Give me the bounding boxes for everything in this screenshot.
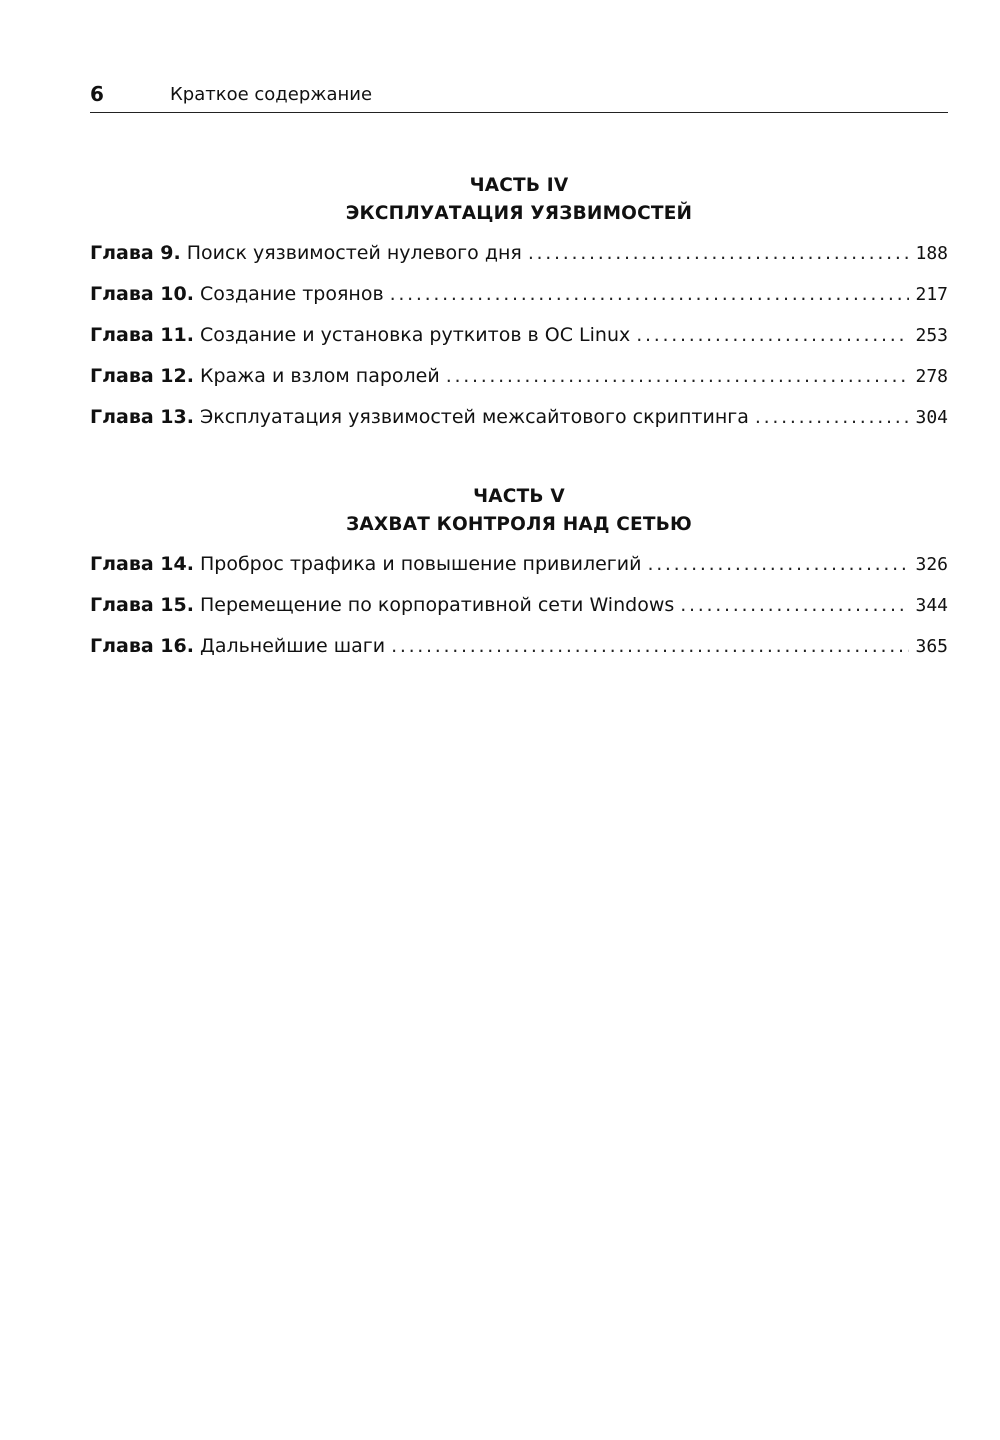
chapter-prefix: Глава 9. <box>90 242 181 264</box>
chapter-title: Дальнейшие шаги <box>199 635 386 657</box>
dot-leader <box>636 324 909 346</box>
dot-leader <box>755 406 910 428</box>
chapter-title: Поиск уязвимостей нулевого дня <box>186 242 522 264</box>
chapter-title: Создание троянов <box>199 283 384 305</box>
chapter-prefix: Глава 12. <box>90 365 194 387</box>
dot-leader <box>647 553 909 575</box>
dot-leader <box>528 242 910 264</box>
toc-entry[interactable] <box>90 324 948 365</box>
toc-entry[interactable] <box>90 242 948 283</box>
page-ref: 217 <box>915 284 948 305</box>
chapter-title: Перемещение по корпоративной сети Windows <box>199 594 675 616</box>
part-label: ЧАСТЬ IV <box>469 175 569 196</box>
page-number: 6 <box>90 82 104 106</box>
page-ref: 326 <box>915 554 948 575</box>
toc-list-part-iv <box>90 242 948 447</box>
toc-list-part-v <box>90 553 948 676</box>
page-ref: 304 <box>915 407 948 428</box>
page-ref: 278 <box>915 366 948 387</box>
part-heading-v <box>90 483 948 539</box>
chapter-prefix: Глава 11. <box>90 324 194 346</box>
part-title: ЗАХВАТ КОНТРОЛЯ НАД СЕТЬЮ <box>346 514 692 535</box>
toc-entry[interactable] <box>90 635 948 676</box>
part-title: ЭКСПЛУАТАЦИЯ УЯЗВИМОСТЕЙ <box>345 203 693 224</box>
running-header <box>90 78 948 113</box>
toc-entry[interactable] <box>90 553 948 594</box>
page-ref: 253 <box>915 325 948 346</box>
chapter-prefix: Глава 10. <box>90 283 194 305</box>
chapter-prefix: Глава 16. <box>90 635 194 657</box>
chapter-title: Кража и взлом паролей <box>199 365 440 387</box>
page-ref: 188 <box>915 243 948 264</box>
part-label: ЧАСТЬ V <box>473 486 565 507</box>
toc-entry[interactable] <box>90 283 948 324</box>
dot-leader <box>390 283 910 305</box>
dot-leader <box>680 594 909 616</box>
page-ref: 365 <box>915 636 948 657</box>
running-title: Краткое содержание <box>170 84 373 105</box>
chapter-prefix: Глава 14. <box>90 553 194 575</box>
chapter-prefix: Глава 13. <box>90 406 194 428</box>
dot-leader <box>446 365 910 387</box>
chapter-title: Создание и установка руткитов в ОС Linux <box>199 324 631 346</box>
toc-entry[interactable] <box>90 406 948 447</box>
chapter-title: Проброс трафика и повышение привилегий <box>199 553 642 575</box>
toc-entry[interactable] <box>90 365 948 406</box>
dot-leader <box>391 635 909 657</box>
part-heading-iv <box>90 172 948 228</box>
chapter-title: Эксплуатация уязвимостей межсайтового скриптинга <box>199 406 749 428</box>
chapter-prefix: Глава 15. <box>90 594 194 616</box>
toc-entry[interactable] <box>90 594 948 635</box>
page-ref: 344 <box>915 595 948 616</box>
